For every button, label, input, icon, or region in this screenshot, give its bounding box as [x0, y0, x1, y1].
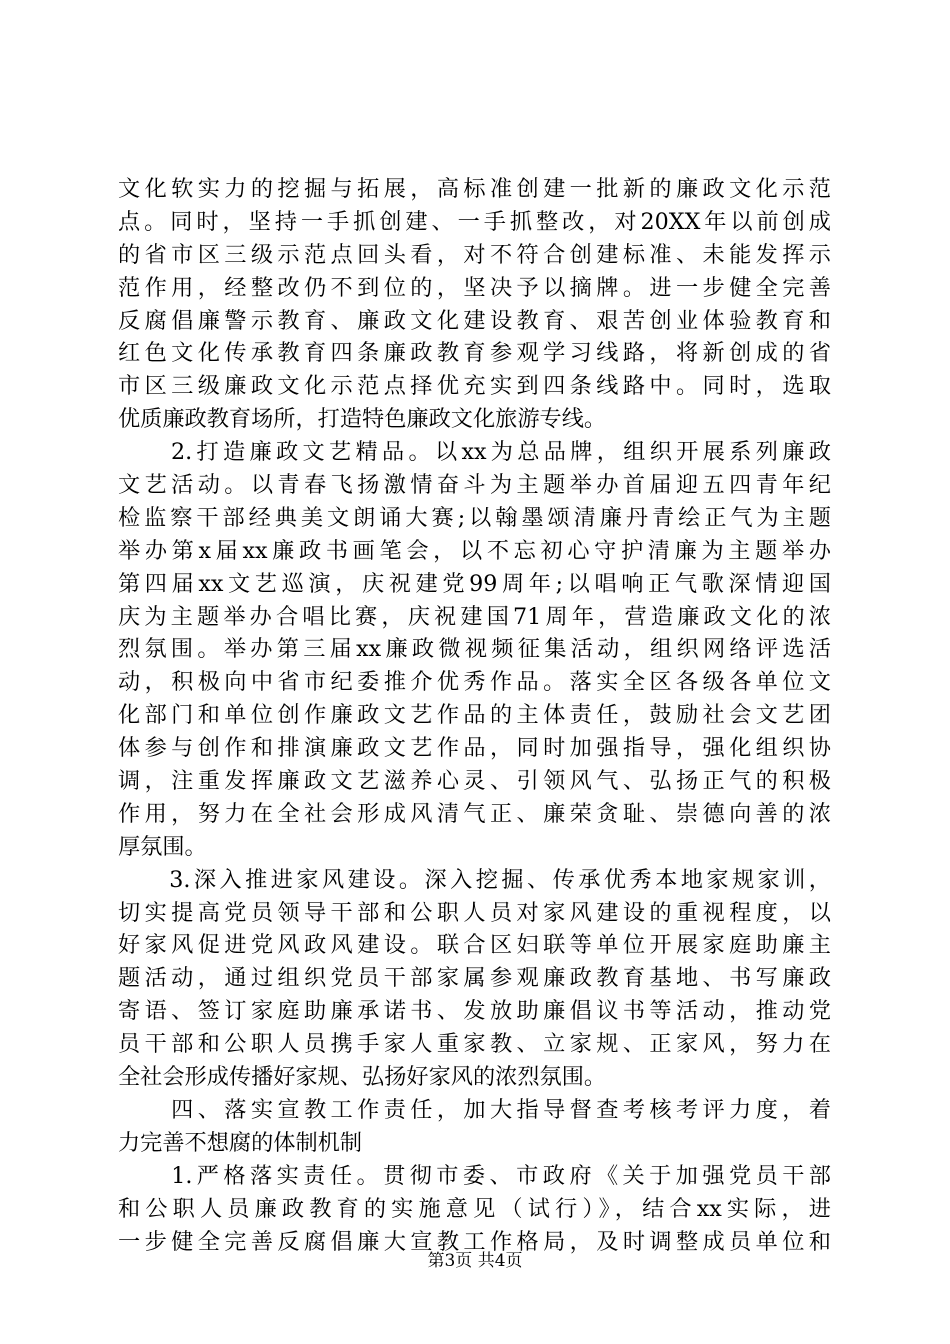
text-line: 切实提高党员领导干部和公职人员对家风建设的重视程度，以 [118, 899, 831, 926]
text-line: 调，注重发挥廉政文艺滋养心灵、引领风气、弘扬正气的积极 [118, 768, 831, 795]
text-line: 体参与创作和排演廉政文艺作品，同时加强指导，强化组织协 [118, 735, 831, 762]
text-line: 全社会形成传播好家规、弘扬好家风的浓烈氛围。 [118, 1064, 607, 1091]
text-line: 寄语、签订家庭助廉承诺书、发放助廉倡议书等活动，推动党 [118, 998, 831, 1025]
text-line: 红色文化传承教育四条廉政教育参观学习线路，将新创成的省 [118, 340, 831, 367]
text-line: 庆为主题举办合唱比赛，庆祝建国71周年，营造廉政文化的浓 [118, 603, 831, 630]
text-line: 厚氛围。 [118, 833, 207, 860]
text-line: 第四届xx文艺巡演，庆祝建党99周年;以唱响正气歌深情迎国 [118, 570, 831, 597]
text-line: 的省市区三级示范点回头看，对不符合创建标准、未能发挥示 [118, 241, 831, 268]
text-line: 优质廉政教育场所，打造特色廉政文化旅游专线。 [118, 406, 607, 433]
text-line: 好家风促进党风政风建设。联合区妇联等单位开展家庭助廉主 [118, 932, 831, 959]
text-line: 员干部和公职人员携手家人重家教、立家规、正家风，努力在 [118, 1031, 831, 1058]
text-line: 举办第x届xx廉政书画笔会，以不忘初心守护清廉为主题举办 [118, 537, 831, 564]
text-line: 一步健全完善反腐倡廉大宣教工作格局，及时调整成员单位和 [118, 1228, 831, 1255]
text-line: 范作用，经整改仍不到位的，坚决予以摘牌。进一步健全完善 [118, 274, 831, 301]
text-line: 市区三级廉政文化示范点择优充实到四条线路中。同时，选取 [118, 373, 831, 400]
text-line: 点。同时，坚持一手抓创建、一手抓整改，对20XX年以前创成 [118, 208, 831, 235]
text-line: 化部门和单位创作廉政文艺作品的主体责任，鼓励社会文艺团 [118, 702, 831, 729]
text-line: 2.打造廉政文艺精品。以xx为总品牌，组织开展系列廉政 [118, 439, 831, 466]
text-line: 烈氛围。举办第三届xx廉政微视频征集活动，组织网络评选活 [118, 636, 831, 663]
body-text [118, 173, 831, 1258]
text-line: 3.深入推进家风建设。深入挖掘、传承优秀本地家规家训， [118, 866, 831, 893]
text-line: 题活动，通过组织党员干部家属参观廉政教育基地、书写廉政 [118, 965, 831, 992]
text-line: 反腐倡廉警示教育、廉政文化建设教育、艰苦创业体验教育和 [118, 307, 831, 334]
text-line: 作用，努力在全社会形成风清气正、廉荣贪耻、崇德向善的浓 [118, 800, 831, 827]
text-line: 文艺活动。以青春飞扬激情奋斗为主题举办首届迎五四青年纪 [118, 472, 831, 499]
text-line: 1.严格落实责任。贯彻市委、市政府《关于加强党员干部 [118, 1162, 831, 1189]
page-footer: 第3页 共4页 [427, 1251, 523, 1271]
text-line: 文化软实力的挖掘与拓展，高标准创建一批新的廉政文化示范 [118, 176, 831, 202]
text-line: 和公职人员廉政教育的实施意见（试行）》，结合xx实际，进 [118, 1195, 831, 1222]
text-line: 动，积极向中省市纪委推介优秀作品。落实全区各级各单位文 [118, 669, 831, 696]
text-line: 四、落实宣教工作责任，加大指导督查考核考评力度，着 [118, 1096, 831, 1123]
text-line: 检监察干部经典美文朗诵大赛;以翰墨颂清廉丹青绘正气为主题 [118, 504, 831, 531]
text-line: 力完善不想腐的体制机制 [118, 1129, 363, 1156]
